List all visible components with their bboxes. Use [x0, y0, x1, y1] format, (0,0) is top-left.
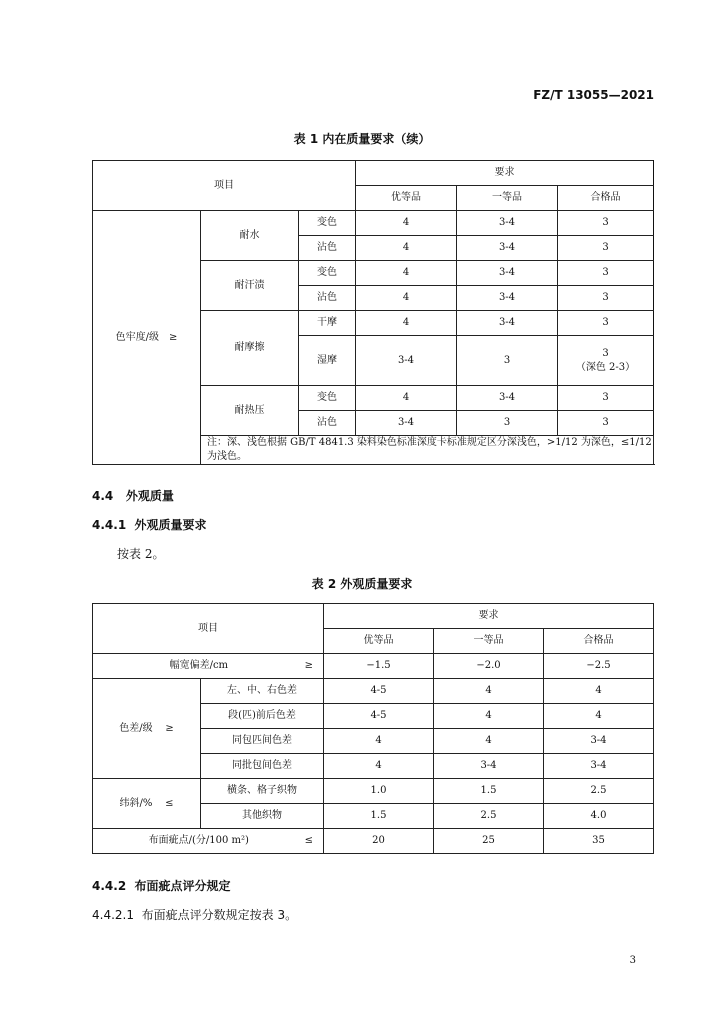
section-4-4-1-heading: [92, 516, 207, 533]
table2-grade-header: 合格品: [544, 629, 654, 654]
table1-cell: 3: [558, 311, 654, 336]
section-4-4-2-1-text: [92, 906, 297, 923]
table2-cell: 4: [434, 729, 544, 754]
table1-cell: 3-4: [457, 386, 558, 411]
table1-sub-label: 沾色: [299, 411, 356, 436]
section-title: 外观质量: [125, 489, 174, 503]
table2-cell: 1.5: [324, 804, 434, 829]
table2-cell: 4: [434, 704, 544, 729]
table1-cell: 3-4: [356, 336, 457, 386]
table2-defect-label: [93, 829, 324, 854]
table1-cell: 3: [558, 411, 654, 436]
table1-cell-extra: （深色 2-3）: [575, 361, 636, 373]
table2-width-label: [93, 654, 324, 679]
table2-grade-header: 一等品: [434, 629, 544, 654]
table1-cell: 3: [457, 411, 558, 436]
table1-cell: 3-4: [457, 286, 558, 311]
table2-sub-label: 同批包间色差: [201, 754, 324, 779]
table2-cell: 4: [324, 754, 434, 779]
table2-cell: 4: [544, 679, 654, 704]
table1-cell: 3: [558, 261, 654, 286]
table1-group-label: 色牢度/级 ≥: [93, 211, 201, 465]
table1-requirement-header: 要求: [356, 161, 654, 186]
table2-cell: 1.5: [434, 779, 544, 804]
table1-sub-label: 湿摩: [299, 336, 356, 386]
table1-caption: 表 1 内在质量要求（续）: [293, 132, 431, 146]
table2-cell: 4.0: [544, 804, 654, 829]
table1-cell: 3: [558, 286, 654, 311]
table1-item-header: 项目: [93, 161, 356, 211]
section-number: 4.4.2.1: [92, 908, 134, 922]
table1-cell: 3-4: [457, 311, 558, 336]
table1-cell: 3: [457, 336, 558, 386]
table2-cell: 3-4: [544, 729, 654, 754]
table2-cell: 4: [434, 679, 544, 704]
table1-grade-header: 一等品: [457, 186, 558, 211]
table1-cell: 4: [356, 286, 457, 311]
table2-cell: −2.0: [434, 654, 544, 679]
section-4-4-2-heading: [92, 877, 231, 894]
table2-requirement-header: 要求: [324, 604, 654, 629]
table2-sub-label: 段(匹)前后色差: [201, 704, 324, 729]
table1-sub-label: 沾色: [299, 236, 356, 261]
section-number: 4.4: [92, 489, 114, 503]
table2-sub-label: 左、中、右色差: [201, 679, 324, 704]
table1-cell: 4: [356, 386, 457, 411]
page-number: 3: [629, 955, 636, 966]
table2-cell: −2.5: [544, 654, 654, 679]
table2-cell: 4: [544, 704, 654, 729]
table2-row-label: 纬斜/%: [119, 797, 153, 809]
table2-row-symbol: ≥: [165, 722, 174, 734]
table1-cell: 4: [356, 311, 457, 336]
table2-sub-label: 其他织物: [201, 804, 324, 829]
table2-item-header: 项目: [93, 604, 324, 654]
section-title: 外观质量要求: [134, 518, 207, 532]
table2-cell: 1.0: [324, 779, 434, 804]
table1-grade-header: 合格品: [558, 186, 654, 211]
table1-cell: 3-4: [457, 236, 558, 261]
table1-sub-label: 变色: [299, 386, 356, 411]
table1-subgroup-label: 耐水: [201, 211, 299, 261]
table1-sub-label: 沾色: [299, 286, 356, 311]
table1-subgroup-label: 耐汗渍: [201, 261, 299, 311]
table2-row-symbol: ≤: [165, 797, 174, 809]
section-number: 4.4.2: [92, 879, 127, 893]
table2-cell: 4: [324, 729, 434, 754]
section-4-4-heading: [92, 487, 174, 504]
table2-cell: 4-5: [324, 704, 434, 729]
table1-subgroup-label: 耐摩擦: [201, 311, 299, 386]
table1-sub-label: 变色: [299, 261, 356, 286]
table2-row-label: 幅宽偏差/cm: [169, 660, 229, 671]
table1-cell: 3: [558, 236, 654, 261]
table1-internal-quality: [92, 160, 654, 465]
table2-color-diff-label: [93, 679, 201, 779]
table1-sub-label: 变色: [299, 211, 356, 236]
table1-cell: 3: [558, 211, 654, 236]
table2-row-label: 色差/级: [119, 722, 153, 734]
table1-cell-value: 3: [602, 347, 609, 359]
document-code: FZ/T 13055—2021: [533, 88, 654, 102]
table1-subgroup-label: 耐热压: [201, 386, 299, 436]
table2-cell: −1.5: [324, 654, 434, 679]
table2-cell: 35: [544, 829, 654, 854]
section-text: 布面疵点评分数规定按表 3。: [141, 908, 298, 922]
table2-cell: 20: [324, 829, 434, 854]
table2-sub-label: 横条、格子织物: [201, 779, 324, 804]
table2-cell: 3-4: [544, 754, 654, 779]
table2-grade-header: 优等品: [324, 629, 434, 654]
table2-cell: 4-5: [324, 679, 434, 704]
table1-cell: 3-4: [457, 211, 558, 236]
table1-cell: 3-4: [356, 411, 457, 436]
table2-appearance-quality: [92, 603, 654, 854]
table1-cell: 4: [356, 236, 457, 261]
table2-cell: 3-4: [434, 754, 544, 779]
table2-skew-label: [93, 779, 201, 829]
table2-row-symbol: ≤: [304, 835, 313, 846]
table2-sub-label: 同包匹间色差: [201, 729, 324, 754]
table2-row-symbol: ≥: [304, 660, 313, 671]
table1-cell: 4: [356, 261, 457, 286]
table1-grade-header: 优等品: [356, 186, 457, 211]
table1-note: 注：深、浅色根据 GB/T 4841.3 染料染色标准深度卡标准规定区分深浅色，>1/12 为深色，≤1/12 为浅色。: [201, 436, 654, 465]
table1-cell: 3-4: [457, 261, 558, 286]
table2-row-label: 布面疵点/(分/100 m²): [148, 835, 249, 846]
table1-cell: 3: [558, 386, 654, 411]
table2-caption: 表 2 外观质量要求: [311, 577, 413, 591]
table1-sub-label: 干摩: [299, 311, 356, 336]
table2-cell: 25: [434, 829, 544, 854]
paragraph-see-table2: 按表 2。: [117, 547, 165, 561]
table2-cell: 2.5: [434, 804, 544, 829]
section-title: 布面疵点评分规定: [134, 879, 231, 893]
section-number: 4.4.1: [92, 518, 127, 532]
table2-cell: 2.5: [544, 779, 654, 804]
table1-cell: 4: [356, 211, 457, 236]
table1-cell: [558, 336, 654, 386]
